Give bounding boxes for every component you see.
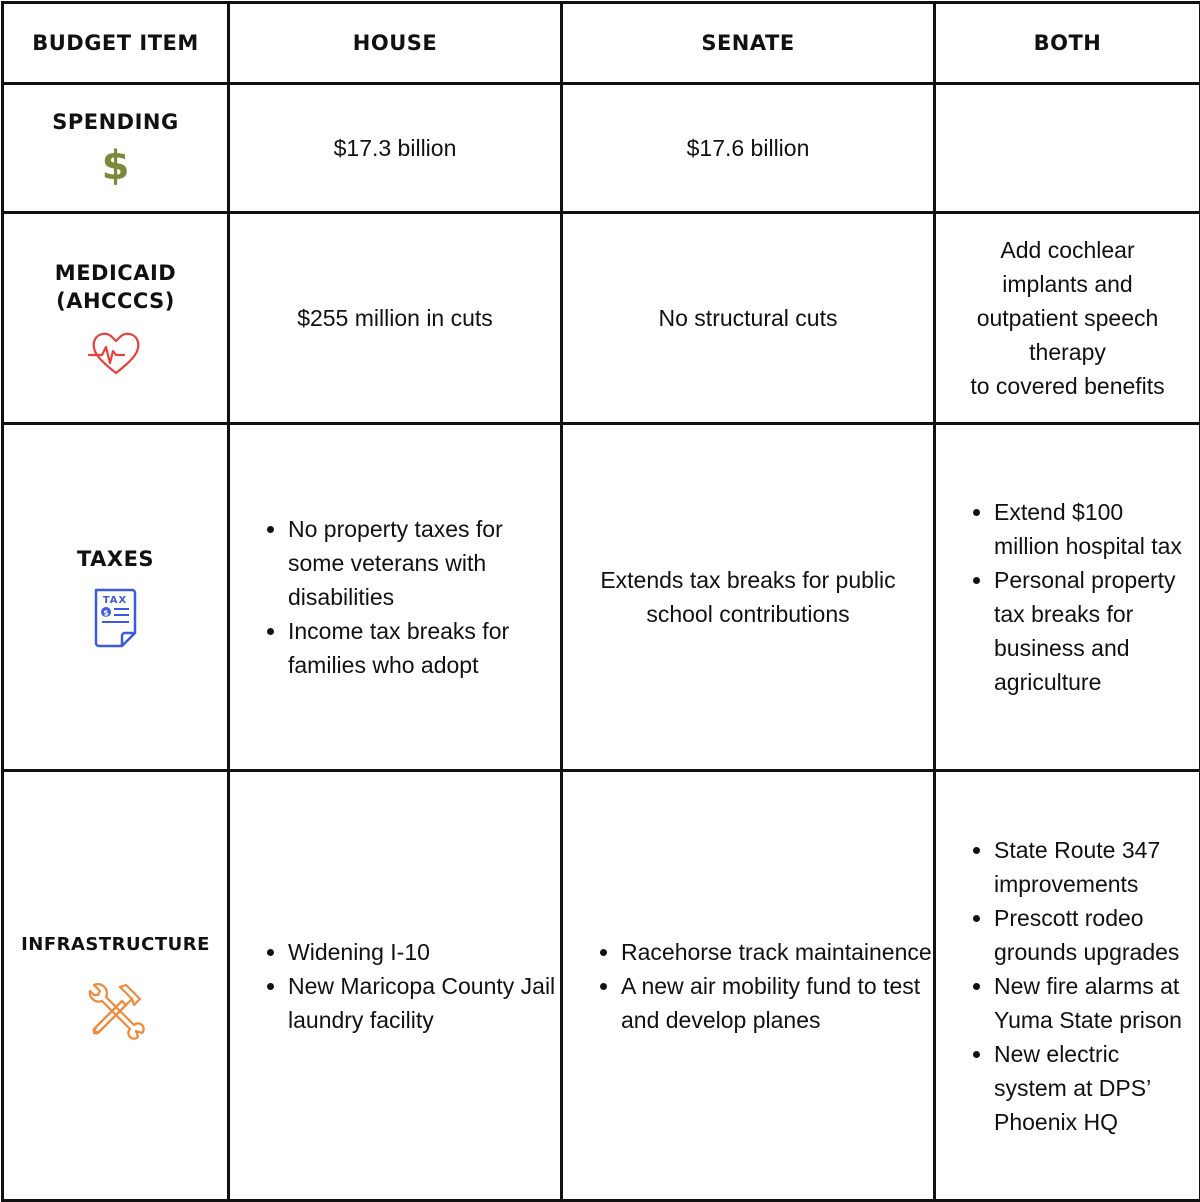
tools-icon	[86, 981, 146, 1041]
header-both: BOTH	[935, 3, 1200, 84]
header-senate: SENATE	[562, 3, 935, 84]
spending-row	[3, 84, 1200, 213]
medicaid-house: $255 million in cuts	[229, 213, 562, 424]
tax-icon-text: TAX	[102, 595, 127, 606]
taxes-label-cell	[3, 424, 229, 771]
header-row	[3, 3, 1200, 84]
list-item: • Income tax breaks for families who adopt	[288, 614, 560, 682]
dollar-icon: $	[4, 144, 227, 188]
infrastructure-both-list	[936, 833, 1199, 1139]
medicaid-label-line2: (AHCCCS)	[56, 289, 175, 313]
list-item: • New fire alarms at Yuma State prison	[994, 969, 1183, 1037]
list-item: • New Maricopa County Jail laundry facility	[288, 969, 560, 1037]
spending-label-cell	[3, 84, 229, 213]
list-item: • Racehorse track maintainence	[621, 935, 933, 969]
medicaid-label-line1: MEDICAID	[55, 261, 176, 285]
list-item: • New electric system at DPS’ Phoenix HQ	[994, 1037, 1183, 1139]
medicaid-both-line1: Add cochlear	[1000, 237, 1134, 263]
medicaid-senate: No structural cuts	[562, 213, 935, 424]
medicaid-both-line5: to covered benefits	[970, 373, 1164, 399]
infrastructure-senate	[562, 771, 935, 1201]
infrastructure-label: INFRASTRUCTURE	[4, 931, 227, 959]
list-item: • State Route 347 improvements	[994, 833, 1183, 901]
taxes-house	[229, 424, 562, 771]
budget-comparison-table	[1, 1, 1200, 1202]
tax-document-icon	[92, 587, 140, 649]
taxes-label: TAXES	[4, 545, 227, 573]
medicaid-both	[935, 213, 1200, 424]
infrastructure-both	[935, 771, 1200, 1201]
taxes-both-list	[936, 495, 1199, 699]
header-budget-item: BUDGET ITEM	[3, 3, 229, 84]
spending-senate: $17.6 billion	[562, 84, 935, 213]
medicaid-label-cell	[3, 213, 229, 424]
taxes-senate: Extends tax breaks for public school contributions	[562, 424, 935, 771]
medicaid-both-line2: implants and	[1002, 271, 1132, 297]
infrastructure-house	[229, 771, 562, 1201]
list-item: • A new air mobility fund to test and develop planes	[621, 969, 933, 1037]
infrastructure-label-cell	[3, 771, 229, 1201]
taxes-both	[935, 424, 1200, 771]
medicaid-row	[3, 213, 1200, 424]
list-item: • Widening I-10	[288, 935, 560, 969]
header-house: HOUSE	[229, 3, 562, 84]
list-item: • Extend $100 million hospital tax	[994, 495, 1183, 563]
svg-text:$: $	[103, 609, 109, 618]
spending-label: SPENDING	[4, 108, 227, 136]
spending-both	[935, 84, 1200, 213]
medicaid-both-line4: therapy	[1029, 339, 1106, 365]
list-item: • No property taxes for some veterans with disabilities	[288, 512, 560, 614]
taxes-house-list	[230, 512, 560, 682]
infrastructure-house-list	[230, 935, 560, 1037]
medicaid-label	[4, 259, 227, 315]
infrastructure-senate-list	[563, 935, 933, 1037]
spending-house: $17.3 billion	[229, 84, 562, 213]
medicaid-both-line3: outpatient speech	[977, 305, 1159, 331]
list-item: • Prescott rodeo grounds upgrades	[994, 901, 1183, 969]
list-item: • Personal property tax breaks for business and agriculture	[994, 563, 1183, 699]
heartbeat-icon	[88, 329, 144, 377]
taxes-row	[3, 424, 1200, 771]
infrastructure-row	[3, 771, 1200, 1201]
